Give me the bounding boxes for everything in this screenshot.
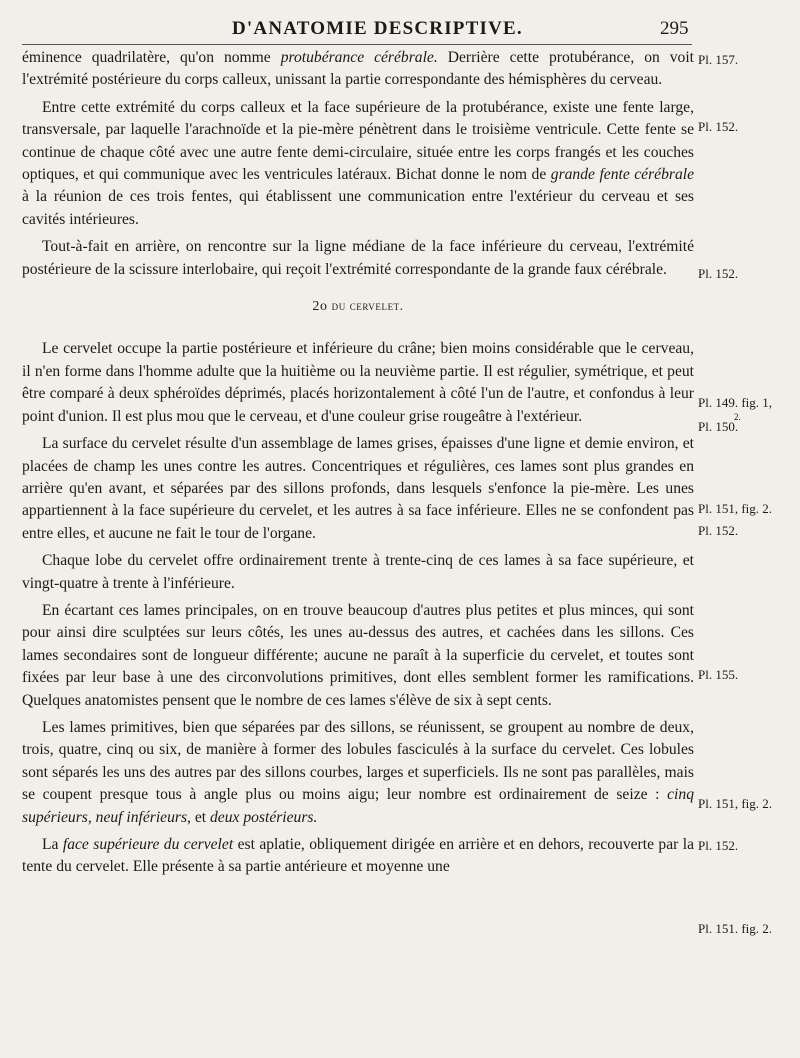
paragraph: [22, 433, 694, 545]
text-run: , et: [187, 808, 210, 826]
text-run: Entre cette extrémité du corps calleux et la face supérieure de la protubérance, existe une fente large, transversale, par laquelle l'arachnoïde et la pie-mère pénètrent dans le troisième ventricule. Cette fente se continue de chaque côté avec une autre fente demi-circulaire, située entre les corps frangés et les couches optiques, et qui communique avec les ventricules latéraux. Bichat donne le nom de: [22, 98, 694, 184]
text-run: éminence quadrilatère, qu'on nomme: [22, 49, 281, 66]
paragraph: [22, 717, 694, 829]
margin-reference: Pl. 152.: [698, 119, 739, 134]
paragraph: [22, 600, 694, 712]
margin-reference: Pl. 151, fig. 2.: [698, 501, 773, 516]
margin-reference: Pl. 155.: [698, 667, 739, 682]
paragraph: [22, 97, 694, 231]
margin-reference: Pl. 151. fig. 2.: [698, 921, 773, 936]
paragraph: [22, 338, 694, 428]
margin-reference: Pl. 150.: [698, 419, 739, 434]
text-run: est aplatie, obliquement dirigée en arrière et en dehors, recouverte par la tente du cervelet. Elle présente à sa partie antérieure et moyenne une: [22, 836, 694, 876]
margin-reference: Pl. 157.: [698, 52, 739, 67]
italic-term: deux postérieurs.: [209, 808, 318, 826]
paragraph: [22, 47, 694, 92]
section-number: 2o: [312, 299, 328, 315]
italic-term: grande fente cérébrale: [550, 166, 694, 184]
margin-reference: Pl. 152.: [698, 523, 739, 538]
margin-reference: Pl. 152.: [698, 838, 739, 853]
italic-term: protubérance cérébrale.: [280, 49, 438, 66]
running-head: [0, 14, 800, 44]
margin-reference: Pl. 152.: [698, 266, 739, 281]
text-run: ,: [87, 808, 96, 826]
text-run: Chaque lobe du cervelet offre ordinairement trente à trente-cinq de ces lames à sa face supérieure, et vingt-quatre à trente à l'inférieure.: [22, 552, 694, 592]
text-run: Les lames primitives, bien que séparées par des sillons, se réunissent, se groupent au nombre de deux, trois, quatre, cinq ou six, de manière à former des lobules fasciculés à la surface du cervelet. Ces lobules sont séparés les uns des autres par des sillons courbes, larges et superficiels. Ils ne sont pas parallèles, mais se coupent presque tous à angle plus ou moins aigu; leur nombre est ordinairement de seize :: [22, 718, 694, 804]
section-heading: [22, 295, 694, 318]
margin-reference: Pl. 151, fig. 2.: [698, 796, 773, 811]
italic-term: neuf inférieurs: [95, 808, 188, 826]
text-run: à la réunion de ces trois fentes, qui établissent une communication entre l'extérieur du cerveau et ses cavités intérieures.: [22, 188, 694, 228]
paragraph: [22, 550, 694, 595]
text-run: La: [42, 836, 63, 853]
text-run: En écartant ces lames principales, on en trouve beaucoup d'autres plus petites et plus minces, qui sont pour ainsi dire sculptées sur leurs côtés, les unes au-dessus des autres, et cachées dans les sillons. Ces lames secondaires sont de longueur différente; aucune ne paraît à la superficie du cervelet, et toutes sont fixées par leur base à une des circonvolutions primitives, dont elles semblent former les ramifications. Quelques anatomistes pensent que le nombre de ces lames s'élève de six à sept cents.: [22, 601, 694, 709]
header-rule: [22, 44, 692, 45]
paragraph: [22, 236, 694, 281]
italic-term: face supérieure du cervelet: [62, 836, 234, 853]
section-title: du cervelet.: [331, 298, 404, 314]
text-run: La surface du cervelet résulte d'un assemblage de lames grises, épaisses d'une ligne et demie environ, et placées de champ les unes contre les autres. Concentriques et régulières, ces lames sont plus grandes en arrière qu'en avant, et séparées par des sillons profonds, dans lesquels s'enfonce la pie-mère. Les unes appartiennent à la face supérieure du cervelet, et les autres à sa face inférieure. Elles ne se confondent pas entre elles, et aucune ne fait le tour de l'organe.: [22, 435, 694, 542]
page-number: 295: [660, 18, 689, 39]
italic-term: cinq supérieurs: [22, 786, 694, 826]
margin-reference: Pl. 149. fig. 1, $^{2.}$: [698, 395, 773, 422]
body-text: [22, 47, 694, 884]
text-run: Derrière cette protubérance, on voit l'extrémité postérieure du corps calleux, unissant la partie correspondante des hémisphères du cerveau.: [22, 49, 695, 89]
text-run: Tout-à-fait en arrière, on rencontre sur la ligne médiane de la face inférieure du cerveau, l'extrémité postérieure de la scissure interlobaire, qui reçoit l'extrémité correspondante de la grande faux cérébrale.: [22, 238, 694, 278]
running-title: D'ANATOMIE DESCRIPTIVE.: [232, 18, 523, 39]
text-run: Le cervelet occupe la partie postérieure et inférieure du crâne; bien moins considérable que le cerveau, il n'en forme dans l'homme adulte que la huitième ou la neuvième partie. Il est régulier, symétrique, et peut être comparé à deux sphéroïdes déprimés, placés horizontalement à côté l'un de l'autre, et confondus à leur point d'union. Il est plus mou que le cerveau, et d'une couleur grise rougeâtre à l'extérieur.: [22, 340, 694, 425]
paragraph: [22, 834, 694, 879]
